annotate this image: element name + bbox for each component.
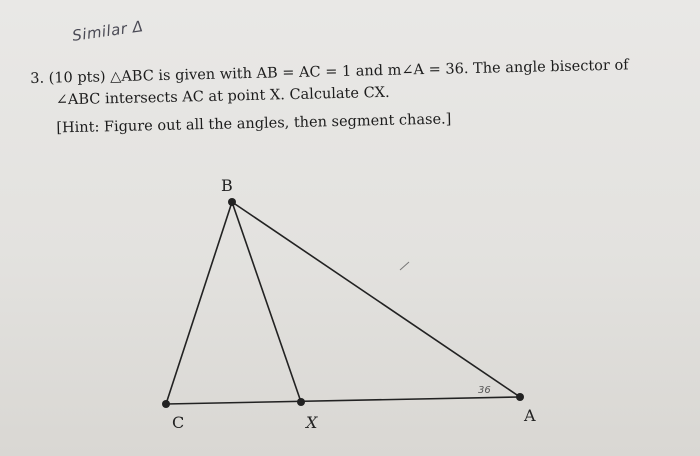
label-X: X	[306, 413, 318, 432]
pencil-tick-mark	[400, 262, 409, 270]
segment-BX	[232, 202, 301, 402]
point-C	[162, 400, 170, 408]
problem-text-1: (10 pts) △ABC is given with AB = AC = 1 and m∠A = 36. The angle bisector of	[48, 57, 629, 87]
point-B	[228, 198, 236, 206]
problem-line-2: ∠ABC intersects AC at point X. Calculate CX.	[55, 84, 390, 109]
problem-hint: [Hint: Figure out all the angles, then segment chase.]	[56, 111, 452, 137]
angle-A-note: 36	[478, 385, 491, 396]
segment-BA	[232, 202, 520, 397]
label-B: B	[221, 176, 233, 195]
point-A	[516, 393, 524, 401]
problem-number: 3.	[30, 70, 45, 87]
handwritten-note: Similar Δ	[71, 17, 145, 45]
label-A: A	[524, 406, 536, 425]
segment-CA	[166, 397, 520, 404]
label-C: C	[172, 413, 185, 432]
point-X	[297, 398, 305, 406]
segment-BC	[166, 202, 232, 404]
